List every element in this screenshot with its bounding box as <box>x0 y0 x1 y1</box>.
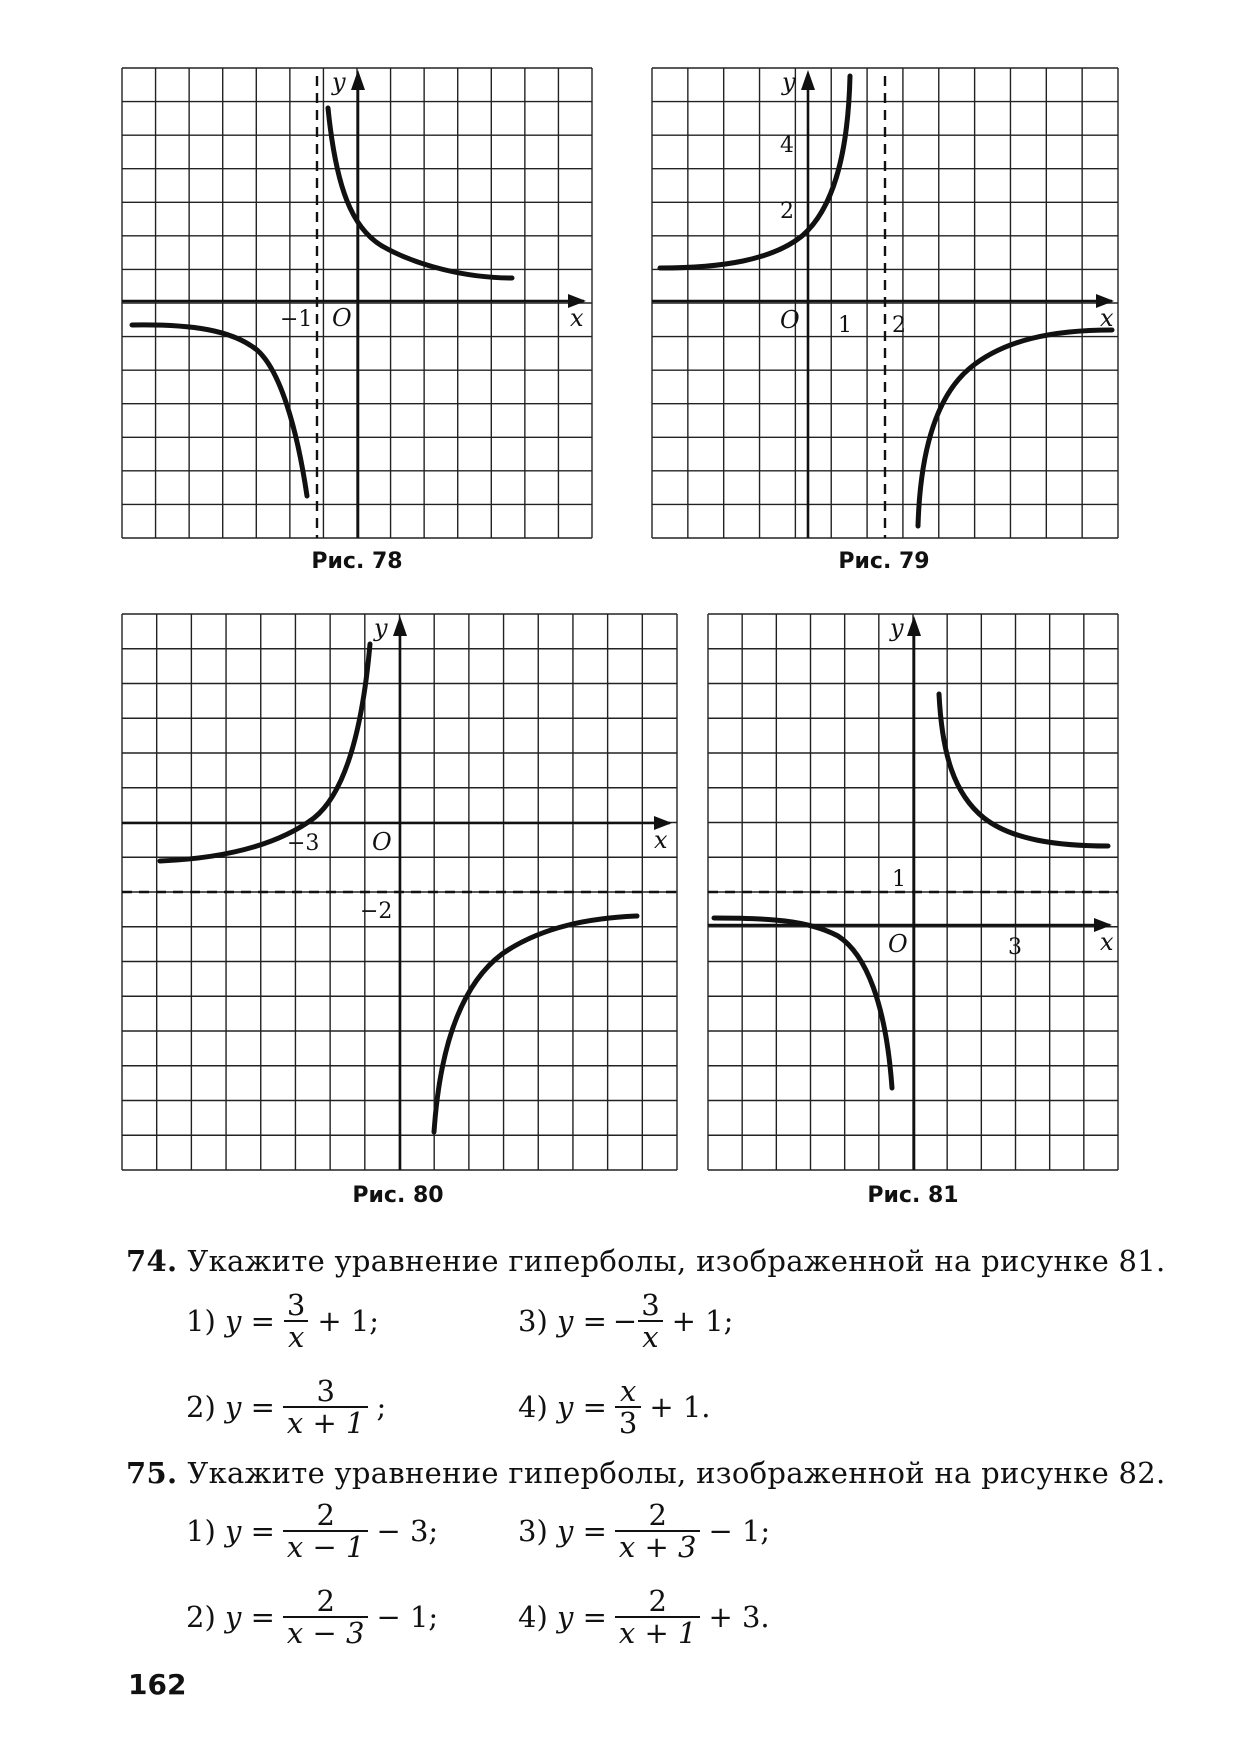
option-tail: ; <box>376 1390 387 1425</box>
fraction <box>283 1290 309 1353</box>
problem-74-statement <box>126 1244 1166 1278</box>
tick-label: 2 <box>780 199 794 224</box>
fraction <box>615 1376 641 1439</box>
figure-79-graph <box>652 68 1118 538</box>
figure-80-graph <box>122 614 677 1170</box>
tick-label: 3 <box>1008 935 1022 960</box>
option-number: 2) <box>186 1600 216 1635</box>
figure-81-graph <box>708 614 1118 1170</box>
fraction <box>615 1500 701 1563</box>
y-axis-arrow <box>801 70 815 90</box>
origin-label: O <box>332 304 352 332</box>
option-number: 4) <box>518 1390 548 1425</box>
option-number: 1) <box>186 1514 216 1549</box>
problem-text: Укажите уравнение гиперболы, изображенной на рисунке 82. <box>187 1456 1166 1490</box>
page-number: 162 <box>128 1668 187 1701</box>
numerator: 3 <box>286 1288 306 1322</box>
problem-75-statement <box>126 1456 1166 1490</box>
origin-label: O <box>372 828 392 856</box>
answer-option <box>186 1500 438 1563</box>
option-lhs: y = <box>224 1600 275 1635</box>
fraction <box>615 1586 701 1649</box>
origin-label: O <box>780 306 800 334</box>
y-axis-label: y <box>782 68 796 96</box>
option-number: 3) <box>518 1304 548 1339</box>
numerator: 3 <box>641 1288 660 1322</box>
numerator: 2 <box>316 1584 335 1618</box>
denominator: x + 1 <box>615 1616 701 1648</box>
x-axis-label: x <box>1100 928 1114 956</box>
option-number: 1) <box>186 1304 216 1339</box>
tick-label: −3 <box>287 831 320 856</box>
option-lhs: y = <box>224 1514 275 1549</box>
y-axis-arrow <box>351 70 365 90</box>
numerator: 2 <box>316 1498 335 1532</box>
option-number: 4) <box>518 1600 548 1635</box>
answer-option <box>186 1290 379 1353</box>
option-tail: + 1; <box>671 1304 734 1339</box>
numerator: 2 <box>648 1584 667 1618</box>
option-tail: − 1; <box>376 1600 439 1635</box>
numerator: x <box>619 1374 637 1408</box>
hyperbola-right-branch <box>939 694 1108 846</box>
y-axis-label: y <box>374 614 388 642</box>
x-axis-label: x <box>654 826 668 854</box>
option-lhs: y = <box>556 1514 607 1549</box>
y-axis-arrow <box>393 616 407 636</box>
fraction <box>283 1586 369 1649</box>
tick-label: −2 <box>360 899 393 924</box>
option-tail: + 1. <box>649 1390 711 1425</box>
answer-option <box>186 1376 386 1439</box>
numerator: 2 <box>648 1498 667 1532</box>
y-axis-label: y <box>332 68 346 96</box>
option-number: 3) <box>518 1514 548 1549</box>
figure-78-graph <box>122 68 592 538</box>
option-lhs: y = <box>556 1390 607 1425</box>
fraction <box>283 1376 369 1439</box>
option-tail: + 3. <box>708 1600 770 1635</box>
option-lhs: y = <box>556 1600 607 1635</box>
denominator: x − 3 <box>283 1616 369 1648</box>
figure-80-caption: Рис. 80 <box>352 1183 444 1208</box>
option-lhs: y = <box>224 1304 275 1339</box>
problem-number: 75. <box>126 1456 178 1490</box>
figure-78-caption: Рис. 78 <box>311 549 403 574</box>
problem-text: Укажите уравнение гиперболы, изображенной на рисунке 81. <box>187 1244 1166 1278</box>
x-axis-label: x <box>570 304 584 332</box>
answer-option <box>518 1500 770 1563</box>
answer-option <box>518 1586 770 1649</box>
denominator: x + 3 <box>615 1530 701 1562</box>
option-number: 2) <box>186 1390 216 1425</box>
problem-number: 74. <box>126 1244 178 1278</box>
option-tail: − 1; <box>708 1514 771 1549</box>
fraction <box>637 1290 663 1353</box>
fraction <box>283 1500 369 1563</box>
option-sign: − <box>612 1304 638 1339</box>
answer-option <box>186 1586 438 1649</box>
tick-label: 1 <box>838 313 852 338</box>
denominator: 3 <box>615 1406 641 1438</box>
origin-label: O <box>888 930 908 958</box>
tick-label: 1 <box>892 867 906 892</box>
denominator: x − 1 <box>283 1530 369 1562</box>
option-tail: − 3; <box>376 1514 439 1549</box>
x-axis-label: x <box>1100 304 1114 332</box>
y-axis-arrow <box>907 616 921 636</box>
figure-79-caption: Рис. 79 <box>838 549 930 574</box>
y-axis-label: y <box>890 614 904 642</box>
tick-label: 4 <box>780 133 794 158</box>
hyperbola-right-branch <box>918 330 1112 526</box>
option-lhs: y = <box>556 1304 607 1339</box>
option-tail: + 1; <box>317 1304 380 1339</box>
hyperbola-right-branch <box>328 108 512 278</box>
denominator: x <box>284 1320 308 1352</box>
answer-option <box>518 1290 733 1353</box>
answer-option <box>518 1376 711 1439</box>
denominator: x + 1 <box>283 1406 369 1438</box>
hyperbola-left-branch <box>714 918 892 1088</box>
hyperbola-right-branch <box>434 916 637 1132</box>
figure-81-caption: Рис. 81 <box>867 1183 959 1208</box>
numerator: 3 <box>316 1374 335 1408</box>
option-lhs: y = <box>224 1390 275 1425</box>
denominator: x <box>638 1320 662 1352</box>
tick-label: −1 <box>280 307 313 332</box>
tick-label: 2 <box>892 313 906 338</box>
